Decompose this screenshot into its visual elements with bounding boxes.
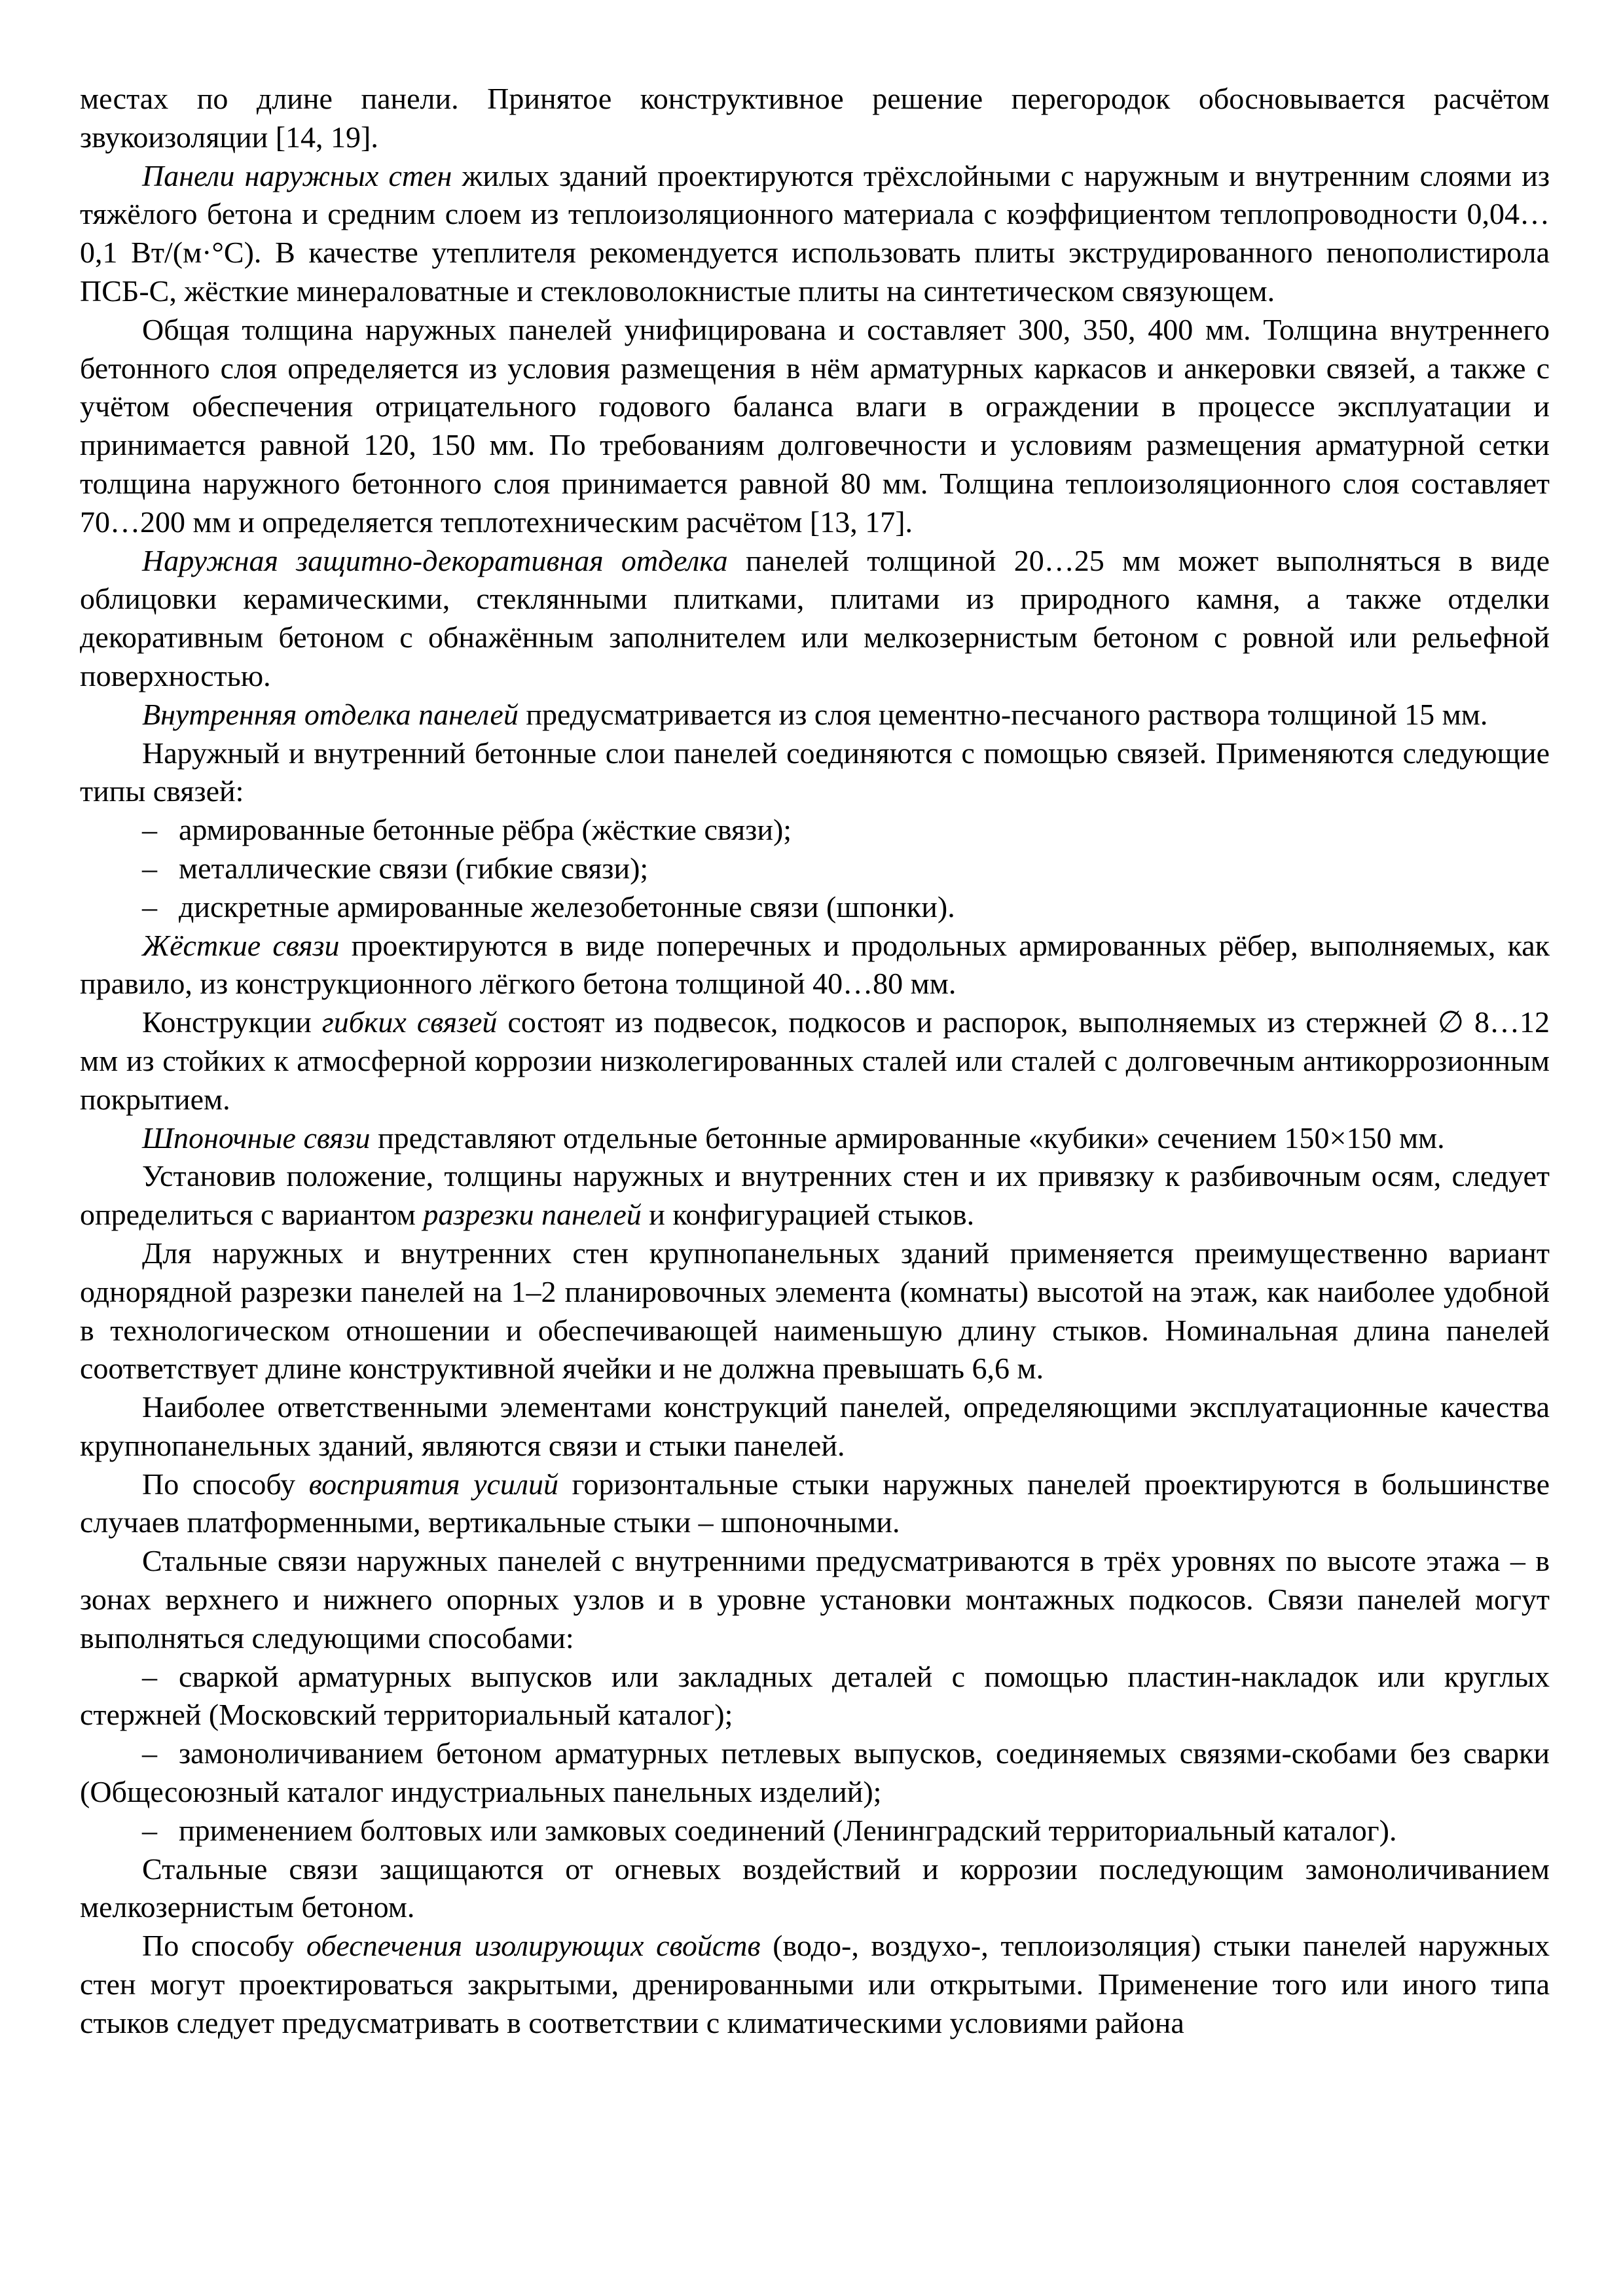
paragraph [80,311,1550,542]
bullet-dash: – [142,813,157,847]
text-run: жилых зданий проектируются трёхслойными с наружным и внутренним слоями из тяжёлого бетона и средним слоем из теплоизоляционного материала с коэффициентом теплопроводности 0,04…0,1 Вт/(м·°С). В качестве утеплителя рекомендуется использовать плиты экструдированного пенополистирола ПСБ-С, жёсткие минераловатные и стекловолокнистые плиты на синтетическом связующем. [80,158,1550,308]
bullet-dash: – [142,1659,157,1693]
text-run: и конфигурацией стыков. [641,1198,975,1232]
bullet-dash: – [142,1813,157,1847]
paragraph [80,1119,1550,1158]
text-run: армированные бетонные рёбра (жёсткие связи); [179,813,792,847]
italic-run: гибких связей [321,1005,498,1039]
text-run: По способу [142,1929,306,1963]
text-run: металлические связи (гибкие связи); [179,851,649,885]
text-run: местах по длине панели. Принятое конструктивное решение перегородок обосновывается расчётом звукоизоляции [14, 19]. [80,82,1550,154]
paragraph [80,1927,1550,2042]
text-run: Для наружных и внутренних стен крупнопанельных зданий применяется преимущественно вариант однорядной разрезки панелей на 1–2 планировочных элемента (комнаты) высотой на этаж, как наиболее удобной в технологическом отношении и обеспечивающей наименьшую длину стыков. Номинальная длина панелей соответствует длине конструктивной ячейки и не должна превышать 6,6 м. [80,1236,1550,1386]
paragraph [80,1850,1550,1928]
italic-run: Жёсткие связи [142,928,340,962]
text-run: (водо-, воздухо-, теплоизоляция) стыки панелей наружных стен могут проектироваться закрытыми, дренированными или открытыми. Применение того или иного типа стыков следует предусматривать в соответствии с климатическими условиями района [80,1929,1550,2039]
bullet-dash: – [142,889,157,924]
text-run: дискретные армированные железобетонные связи (шпонки). [179,889,955,924]
paragraph [80,1542,1550,1657]
text-run: применением болтовых или замковых соединений (Ленинградский территориальный каталог). [179,1813,1397,1847]
text-run: Стальные связи защищаются от огневых воздействий и коррозии последующим замоноличиванием мелкозернистым бетоном. [80,1852,1550,1924]
paragraph [80,80,1550,157]
bullet-dash: – [142,851,157,885]
text-run: проектируются в виде поперечных и продольных армированных рёбер, выполняемых, как правило, из конструкционного лёгкого бетона толщиной 40…80 мм. [80,928,1550,1001]
italic-run: обеспечения изолирующих свойств [306,1929,761,1963]
bullet-item [80,1734,1550,1812]
text-run: Наиболее ответственными элементами конструкций панелей, определяющими эксплуатационные качества крупнопанельных зданий, являются связи и стыки панелей. [80,1390,1550,1462]
bullet-item [80,811,1550,850]
text-run: замоноличиванием бетоном арматурных петлевых выпусков, соединяемых связями-скобами без сварки (Общесоюзный каталог индустриальных панельных изделий); [80,1736,1550,1809]
bullet-item [80,1658,1550,1735]
text-run: Установив положение, толщины наружных и внутренних стен и их привязку к разбивочным осям, следует определиться с вариантом [80,1159,1550,1232]
paragraph [80,1234,1550,1388]
document-body [80,80,1550,2043]
paragraph [80,1465,1550,1543]
text-run: По способу [142,1467,309,1501]
text-run: Наружный и внутренний бетонные слои панелей соединяются с помощью связей. Применяются следующие типы связей: [80,736,1550,808]
paragraph [80,927,1550,1004]
text-run: представляют отдельные бетонные армированные «кубики» сечением 150×150 мм. [370,1121,1445,1155]
paragraph [80,157,1550,311]
bullet-item [80,850,1550,888]
paragraph [80,1003,1550,1119]
bullet-dash: – [142,1736,157,1770]
text-run: состоят из подвесок, подкосов и распорок, выполняемых из стержней ∅ 8…12 мм из стойких к атмосферной коррозии низколегированных сталей или сталей с долговечным антикоррозионным покрытием. [80,1005,1550,1116]
text-run: панелей толщиной 20…25 мм может выполняться в виде облицовки керамическими, стеклянными плитками, плитами из природного камня, а также отделки декоративным бетоном с обнажённым заполнителем или мелкозернистым бетоном с ровной или рельефной поверхностью. [80,543,1550,692]
italic-run: Шпоночные связи [142,1121,371,1155]
paragraph [80,1157,1550,1234]
text-run: Конструкции [142,1005,322,1039]
italic-run: разрезки панелей [423,1198,642,1232]
paragraph [80,1388,1550,1465]
bullet-item [80,888,1550,927]
paragraph [80,696,1550,734]
italic-run: восприятия усилий [308,1467,558,1501]
text-run: Стальные связи наружных панелей с внутренними предусматриваются в трёх уровнях по высоте этажа – в зонах верхнего и нижнего опорных узлов и в уровне установки монтажных подкосов. Связи панелей могут выполняться следующими способами: [80,1544,1550,1655]
text-run: сваркой арматурных выпусков или закладных деталей с помощью пластин-накладок или круглых стержней (Московский территориальный каталог); [80,1659,1550,1732]
italic-run: Внутренняя отделка панелей [142,697,519,731]
italic-run: Наружная защитно-декоративная отделка [142,543,728,577]
text-run: горизонтальные стыки наружных панелей проектируются в большинстве случаев платформенными, вертикальные стыки – шпоночными. [80,1467,1550,1539]
paragraph [80,734,1550,812]
bullet-item [80,1812,1550,1850]
italic-run: Панели наружных стен [142,158,452,192]
text-run: Общая толщина наружных панелей унифицирована и составляет 300, 350, 400 мм. Толщина внутреннего бетонного слоя определяется из условия размещения в нём арматурных каркасов и анкеровки связей, а также с учётом обеспечения отрицательного годового баланса влаги в ограждении в процессе эксплуатации и принимается равной 120, 150 мм. По требованиям долговечности и условиям размещения арматурной сетки толщина наружного бетонного слоя принимается равной 80 мм. Толщина теплоизоляционного слоя составляет 70…200 мм и определяется теплотехническим расчётом [13, 17]. [80,312,1550,539]
paragraph [80,542,1550,696]
text-run: предусматривается из слоя цементно-песчаного раствора толщиной 15 мм. [518,697,1488,731]
